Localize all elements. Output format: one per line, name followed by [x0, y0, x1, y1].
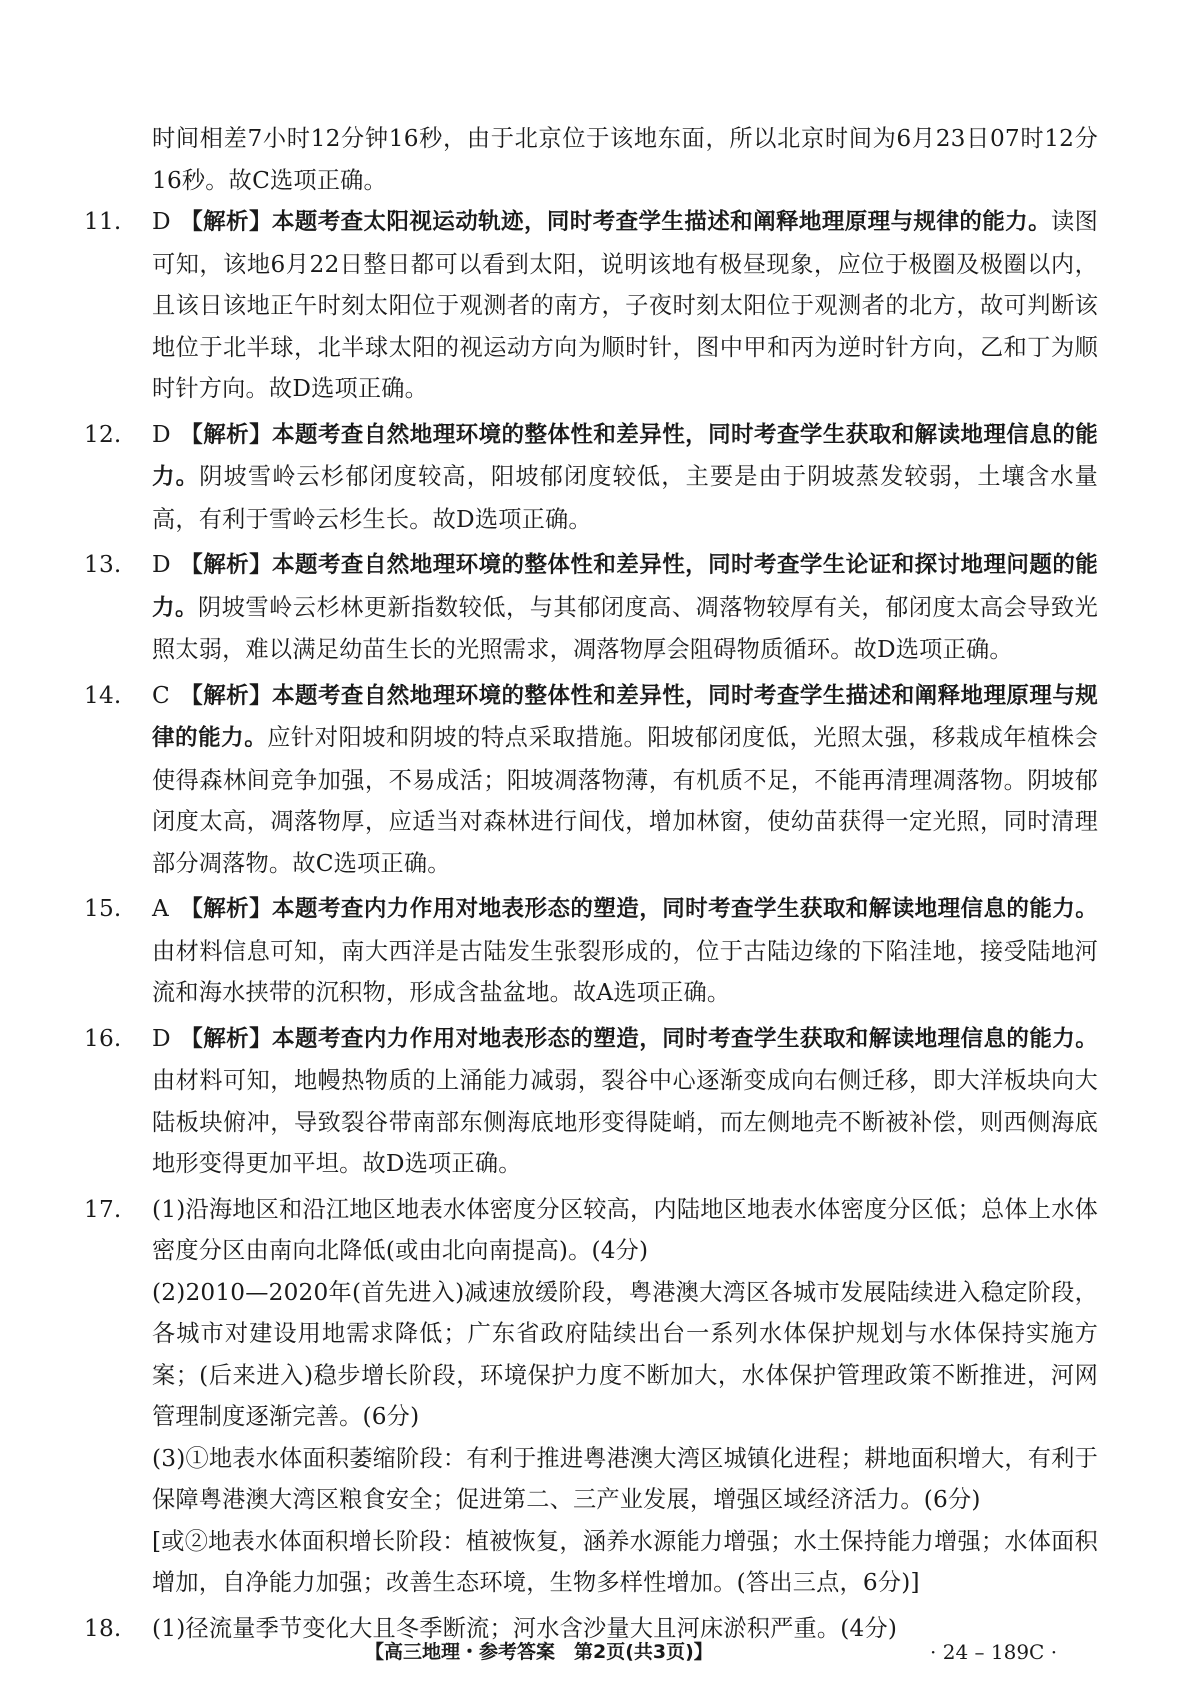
- answer-letter: D: [152, 420, 171, 448]
- answer-item-13: [84, 544, 1098, 671]
- analysis-lead: 【解析】本题考查内力作用对地表形态的塑造，同时考查学生获取和解读地理信息的能力。: [180, 896, 1098, 922]
- item-number: 18.: [84, 1614, 122, 1642]
- item-number: 15.: [84, 895, 122, 922]
- answer-item-12: [84, 414, 1098, 541]
- page-footer: [0, 1632, 1200, 1672]
- q17-part-2: (2)2010—2020年(首先进入)减速放缓阶段，粤港澳大湾区各城市发展陆续进入稳定阶段，各城市对建设用地需求降低；广东省政府陆续出台一系列水体保护规划与水体保持实施方案；(后来进入)稳步增长阶段，环境保护力度不断加大，水体保护管理政策不断推进，河网管理制度逐渐完善。(6分): [152, 1278, 1098, 1430]
- footer-code: · 24 – 189C ·: [930, 1640, 1058, 1664]
- analysis-text: 阴坡雪岭云杉郁闭度较高，阳坡郁闭度较低，主要是由于阴坡蒸发较弱，土壤含水量高，有利于雪岭云杉生长。故D选项正确。: [152, 463, 1098, 533]
- item-number: 12.: [84, 420, 122, 448]
- analysis-text: 阴坡雪岭云杉林更新指数较低，与其郁闭度高、凋落物较厚有关，郁闭度太高会导致光照太弱，难以满足幼苗生长的光照需求，凋落物厚会阻碍物质循环。故D选项正确。: [152, 593, 1098, 663]
- answer-letter: C: [152, 681, 170, 709]
- q18-part-1: (1)径流量季节变化大且冬季断流；河水含沙量大且河床淤积严重。(4分): [152, 1614, 898, 1642]
- q17-part-3: (3)①地表水体面积萎缩阶段：有利于推进粤港澳大湾区城镇化进程；耕地面积增大，有利于保障粤港澳大湾区粮食安全；促进第二、三产业发展，增强区域经济活力。(6分): [152, 1444, 1098, 1513]
- analysis-text: 由材料信息可知，南大西洋是古陆发生张裂形成的，位于古陆边缘的下陷洼地，接受陆地河流和海水挟带的沉积物，形成含盐盆地。故A选项正确。: [152, 937, 1098, 1006]
- item-number: 16.: [84, 1024, 122, 1052]
- answer-content: [84, 118, 1098, 1653]
- analysis-text: 读图可知，该地6月22日整日都可以看到太阳，说明该地有极昼现象，应位于极圈及极圈以内，且该日该地正午时刻太阳位于观测者的南方，子夜时刻太阳位于观测者的北方，故可判断该地位于北半球，北半球太阳的视运动方向为顺时针，图中甲和丙为逆时针方向，乙和丁为顺时针方向。故D选项正确。: [152, 208, 1098, 402]
- answer-letter: A: [152, 895, 169, 922]
- answer-letter: D: [152, 208, 171, 235]
- answer-item-16: [84, 1018, 1098, 1185]
- item-number: 11.: [84, 208, 122, 235]
- q17-part-1: (1)沿海地区和沿江地区地表水体密度分区较高，内陆地区地表水体密度分区低；总体上水体密度分区由南向北降低(或由北向南提高)。(4分): [152, 1195, 1098, 1264]
- answer-letter: D: [152, 551, 171, 578]
- item-number: 13.: [84, 551, 122, 578]
- analysis-lead: 【解析】本题考查自然地理环境的整体性和差异性，同时考查学生描述和阐释地理原理与规律的能力。: [152, 682, 1098, 751]
- answer-item-17: [84, 1189, 1098, 1604]
- q17-part-3-alternative: [或②地表水体面积增长阶段：植被恢复，涵养水源能力增强；水土保持能力增强；水体面积增加，自净能力加强；改善生态环境，生物多样性增加。(答出三点，6分)]: [152, 1527, 1098, 1596]
- analysis-lead: 【解析】本题考查太阳视运动轨迹，同时考查学生描述和阐释地理原理与规律的能力。: [180, 209, 1051, 235]
- answer-item-15: [84, 888, 1098, 1014]
- analysis-text: 应针对阳坡和阴坡的特点采取措施。阳坡郁闭度低，光照太强，移栽成年植株会使得森林间竞争加强，不易成活；阳坡凋落物薄，有机质不足，不能再清理凋落物。阴坡郁闭度太高，凋落物厚，应适当对森林进行间伐，增加林窗，使幼苗获得一定光照，同时清理部分凋落物。故C选项正确。: [152, 724, 1098, 877]
- answer-letter: D: [152, 1024, 171, 1052]
- analysis-lead: 【解析】本题考查内力作用对地表形态的塑造，同时考查学生获取和解读地理信息的能力。: [180, 1025, 1098, 1052]
- item-number: 17.: [84, 1195, 122, 1223]
- analysis-lead: 【解析】本题考查自然地理环境的整体性和差异性，同时考查学生获取和解读地理信息的能力。: [152, 421, 1098, 490]
- intro-paragraph: 时间相差7小时12分钟16秒，由于北京位于该地东面，所以北京时间为6月23日07时12分16秒。故C选项正确。: [152, 125, 1098, 194]
- answer-item-11: [84, 201, 1098, 410]
- footer-title: 【高三地理・参考答案 第2页(共3页)】: [365, 1641, 713, 1663]
- item-number: 14.: [84, 681, 122, 709]
- analysis-text: 由材料可知，地幔热物质的上涌能力减弱，裂谷中心逐渐变成向右侧迁移，即大洋板块向大陆板块俯冲，导致裂谷带南部东侧海底地形变得陡峭，而左侧地壳不断被补偿，则西侧海底地形变得更加平坦。故D选项正确。: [152, 1067, 1098, 1177]
- analysis-lead: 【解析】本题考查自然地理环境的整体性和差异性，同时考查学生论证和探讨地理问题的能力。: [152, 552, 1098, 621]
- answer-item-14: [84, 675, 1098, 885]
